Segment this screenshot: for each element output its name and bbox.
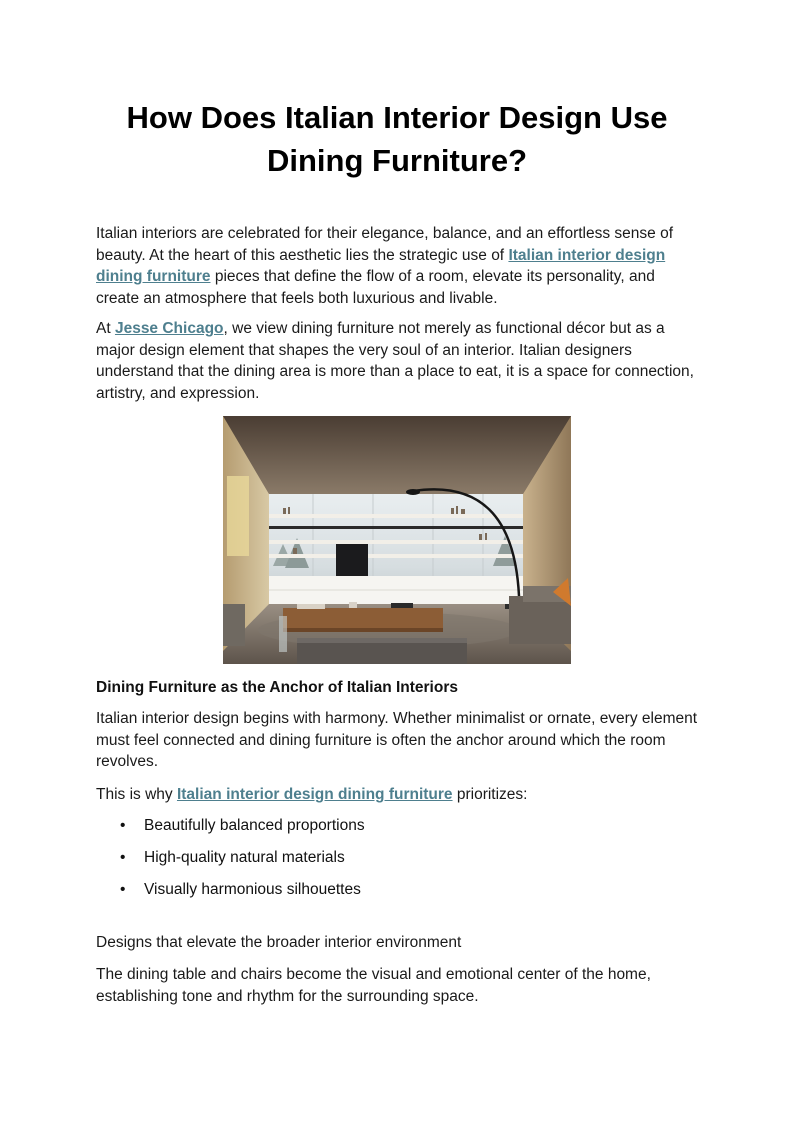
jesse-chicago-link[interactable]: Jesse Chicago	[114, 320, 224, 337]
intro-text-end: pieces that define the flow of a room, elevate its personality, and create an atmosphere that feels both luxurious and livable.	[96, 268, 655, 307]
priorities-text-start: This is why	[96, 786, 177, 803]
intro-text-start: Italian interiors are celebrated for their elegance, balance, and an effortless sense of beauty. At the heart of this aesthetic lies the strategic use of	[96, 225, 674, 264]
intro-paragraph	[96, 223, 698, 309]
list-item-text: High-quality natural materials	[144, 849, 345, 866]
list-item	[96, 847, 698, 879]
bullet-icon: •	[120, 881, 126, 898]
bullet-icon: •	[120, 817, 126, 834]
priorities-text-end: prioritizes:	[452, 786, 528, 803]
jesse-chicago-paragraph	[96, 318, 698, 404]
harmony-paragraph: Italian interior design begins with harmony. Whether minimalist or ornate, every element must feel connected and dining furniture is often the anchor around which the room revolves.	[96, 710, 698, 770]
italian-design-link[interactable]: Italian interior design dining furniture	[96, 246, 666, 285]
bullet-icon: •	[120, 849, 126, 866]
list-item	[96, 879, 698, 911]
paragraph-text-start: At	[96, 320, 115, 337]
closing-line: Designs that elevate the broader interior environment	[96, 934, 462, 951]
section-heading: Dining Furniture as the Anchor of Italian Interiors	[96, 679, 458, 696]
list-item-text: Beautifully balanced proportions	[144, 817, 365, 834]
list-item-text: Visually harmonious silhouettes	[144, 881, 361, 898]
living-room-image	[223, 416, 571, 664]
priorities-paragraph	[96, 784, 698, 806]
closing-paragraph: The dining table and chairs become the visual and emotional center of the home, establishing tone and rhythm for the surrounding space.	[96, 966, 651, 1005]
priorities-list	[96, 815, 698, 911]
list-item	[96, 815, 698, 847]
page-title: How Does Italian Interior Design Use Dining Furniture?	[126, 100, 668, 178]
dining-furniture-link[interactable]: Italian interior design dining furniture	[176, 786, 453, 803]
paragraph-text-end: , we view dining furniture not merely as functional décor but as a major design element that shapes the very soul of an interior. Italian designers understand that the dining area is more than a place to eat, it is a space for connection, artistry, and expression.	[96, 320, 694, 402]
